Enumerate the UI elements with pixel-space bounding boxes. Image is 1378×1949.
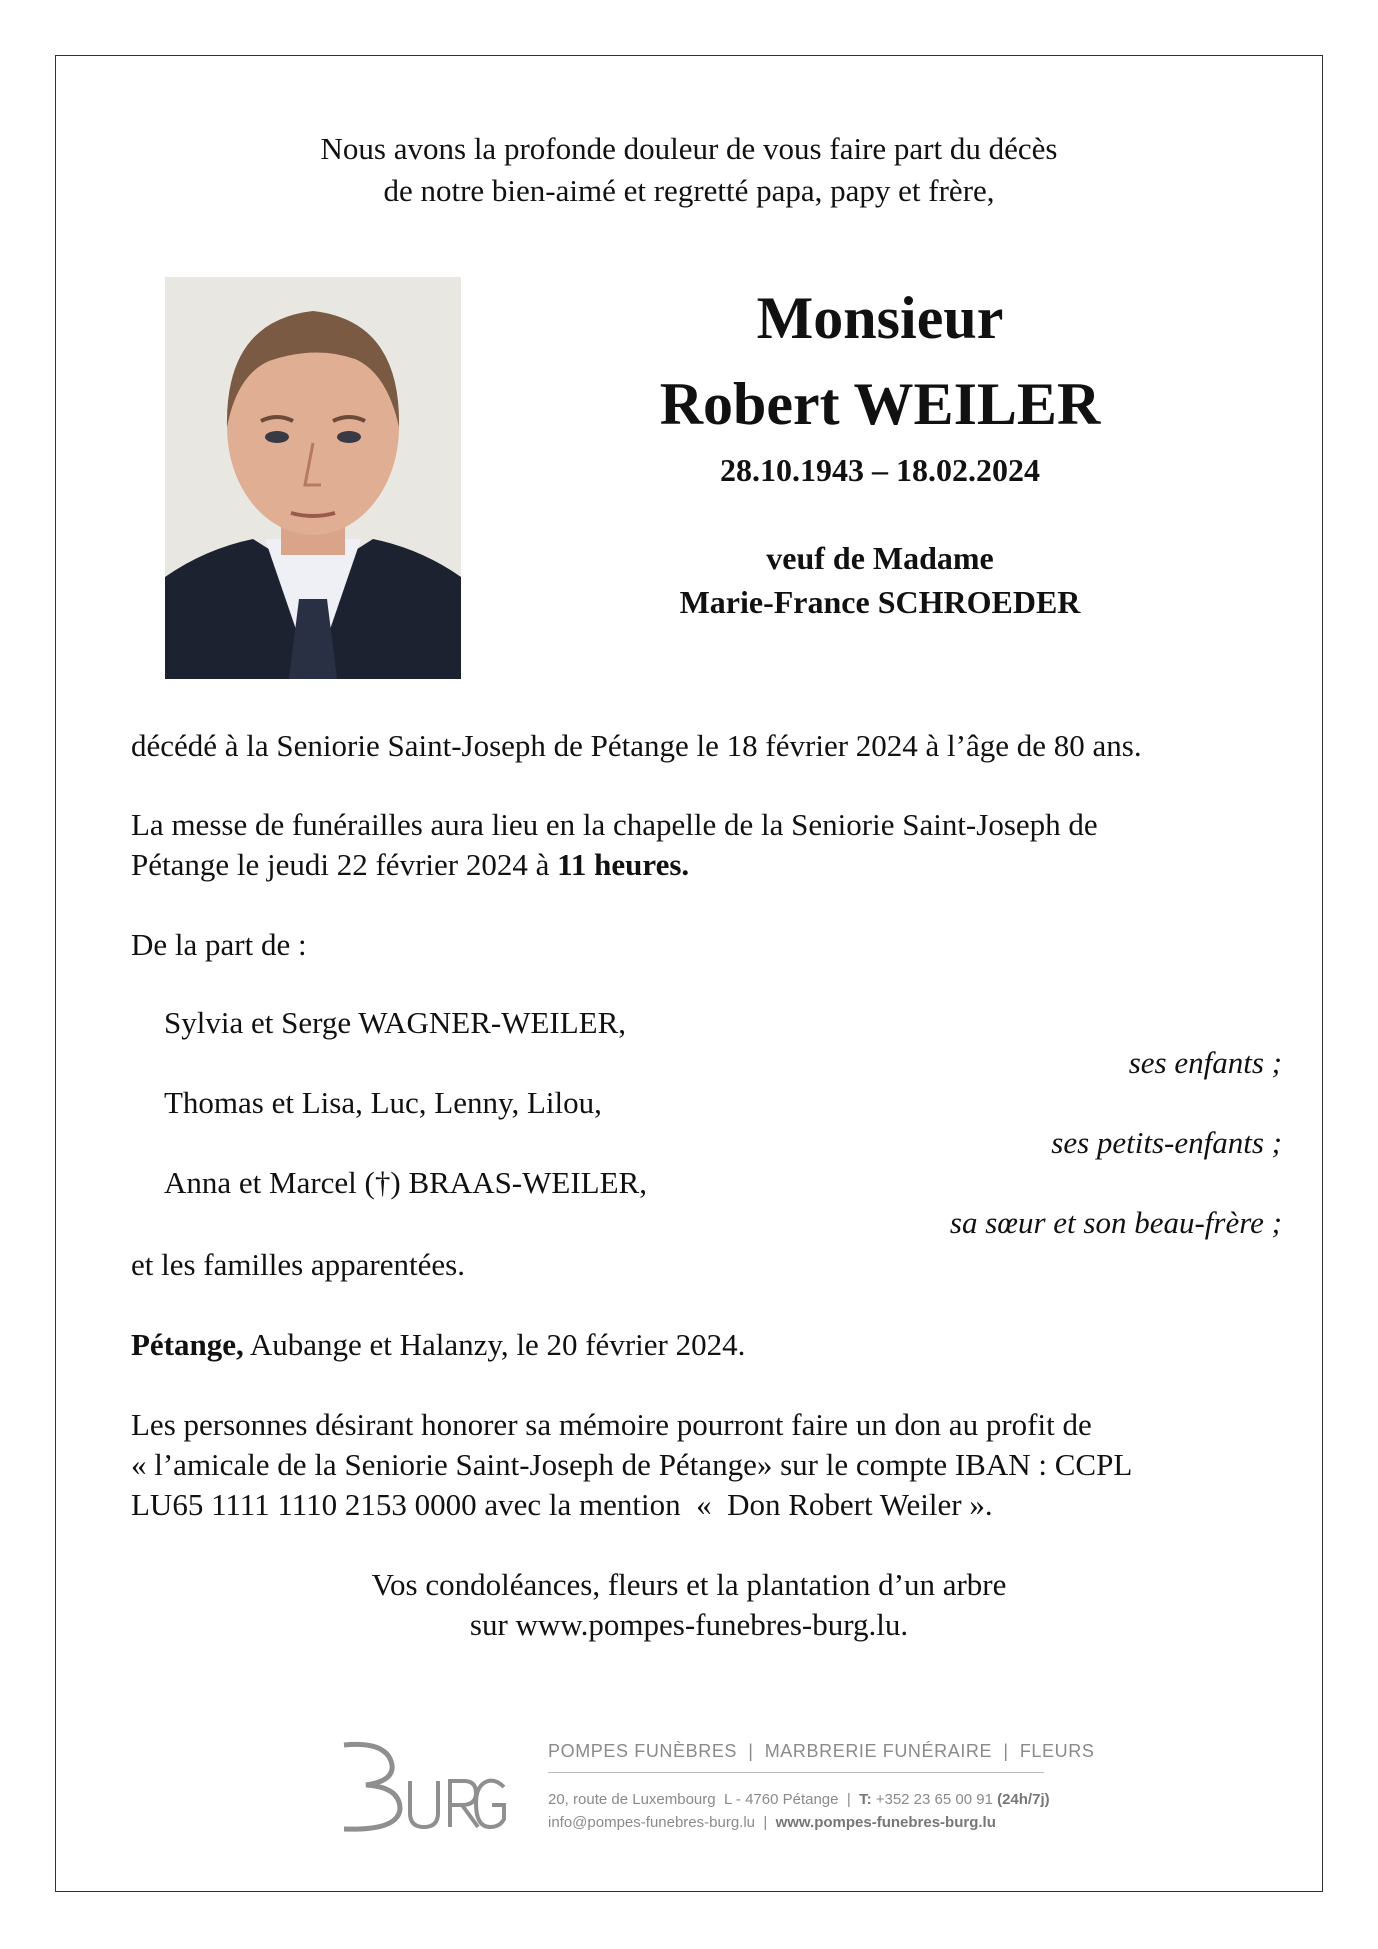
place-rest: Aubange et Halanzy, le 20 février 2024. — [243, 1327, 746, 1362]
burg-address: 20, route de Luxembourg L - 4760 Pétange | — [548, 1791, 860, 1808]
condolences-line-1: Vos condoléances, fleurs et la plantation d’un arbre — [371, 1567, 1007, 1602]
widow-line-2: Marie-France SCHROEDER — [679, 584, 1081, 620]
burg-services: POMPES FUNÈBRES | MARBRERIE FUNÉRAIRE | FLEURS — [548, 1741, 1095, 1761]
burg-phone-hours: (24h/7j) — [997, 1791, 1050, 1808]
family-grandchildren-relation: ses petits-enfants ; — [1051, 1125, 1282, 1160]
related-families: et les familles apparentées. — [131, 1247, 465, 1282]
donation-paragraph — [131, 1405, 1281, 1525]
mass-line-2: Pétange le jeudi 22 février 2024 à — [131, 847, 558, 882]
intro-line-2: de notre bien-aimé et regretté papa, papy et frère, — [383, 173, 995, 208]
burg-email[interactable]: info@pompes-funebres-burg.lu | — [548, 1814, 776, 1831]
mass-time: 11 heures. — [557, 847, 690, 882]
deceased-name-block — [580, 275, 1180, 447]
family-grandchildren-names: Thomas et Lisa, Luc, Lenny, Lilou, — [164, 1085, 602, 1120]
condolences-line-2: sur www.pompes-funebres-burg.lu. — [469, 1607, 909, 1642]
death-paragraph: décédé à la Seniorie Saint-Joseph de Pétange le 18 février 2024 à l’âge de 80 ans. — [131, 728, 1142, 763]
intro-text — [0, 128, 1378, 212]
burg-phone-label: T: — [859, 1791, 872, 1808]
deceased-name: Robert WEILER — [659, 371, 1101, 437]
burg-contact — [548, 1788, 1050, 1834]
family-sister-relation: sa sœur et son beau-frère ; — [949, 1205, 1282, 1240]
condolences-paragraph — [0, 1565, 1378, 1645]
donation-line-2: « l’amicale de la Seniorie Saint-Joseph de Pétange» sur le compte IBAN : CCPL — [131, 1447, 1133, 1482]
burg-phone: +352 23 65 00 91 — [871, 1791, 998, 1808]
from-label: De la part de : — [131, 927, 307, 962]
life-dates: 28.10.1943 – 18.02.2024 — [720, 452, 1040, 488]
family-sister-names: Anna et Marcel (†) BRAAS-WEILER, — [164, 1165, 647, 1200]
donation-line-1: Les personnes désirant honorer sa mémoire pourront faire un don au profit de — [131, 1407, 1092, 1442]
family-children-relation: ses enfants ; — [1128, 1045, 1282, 1080]
burg-website[interactable]: www.pompes-funebres-burg.lu — [775, 1814, 996, 1831]
deceased-title: Monsieur — [756, 285, 1004, 351]
place-bold: Pétange, — [131, 1327, 244, 1362]
funeral-mass-paragraph — [131, 805, 1281, 885]
intro-line-1: Nous avons la profonde douleur de vous faire part du décès — [320, 131, 1058, 166]
footer-divider — [548, 1772, 1044, 1773]
donation-line-3: LU65 1111 1110 2153 0000 avec la mention « Don Robert Weiler ». — [131, 1487, 993, 1522]
burg-logo — [330, 1735, 506, 1835]
mass-line-1: La messe de funérailles aura lieu en la chapelle de la Seniorie Saint-Joseph de — [131, 807, 1098, 842]
portrait-photo — [165, 277, 461, 679]
family-children-names: Sylvia et Serge WAGNER-WEILER, — [164, 1005, 627, 1040]
place-date-line — [131, 1325, 1281, 1365]
widow-line-1: veuf de Madame — [766, 540, 994, 576]
widow-of — [580, 536, 1180, 624]
